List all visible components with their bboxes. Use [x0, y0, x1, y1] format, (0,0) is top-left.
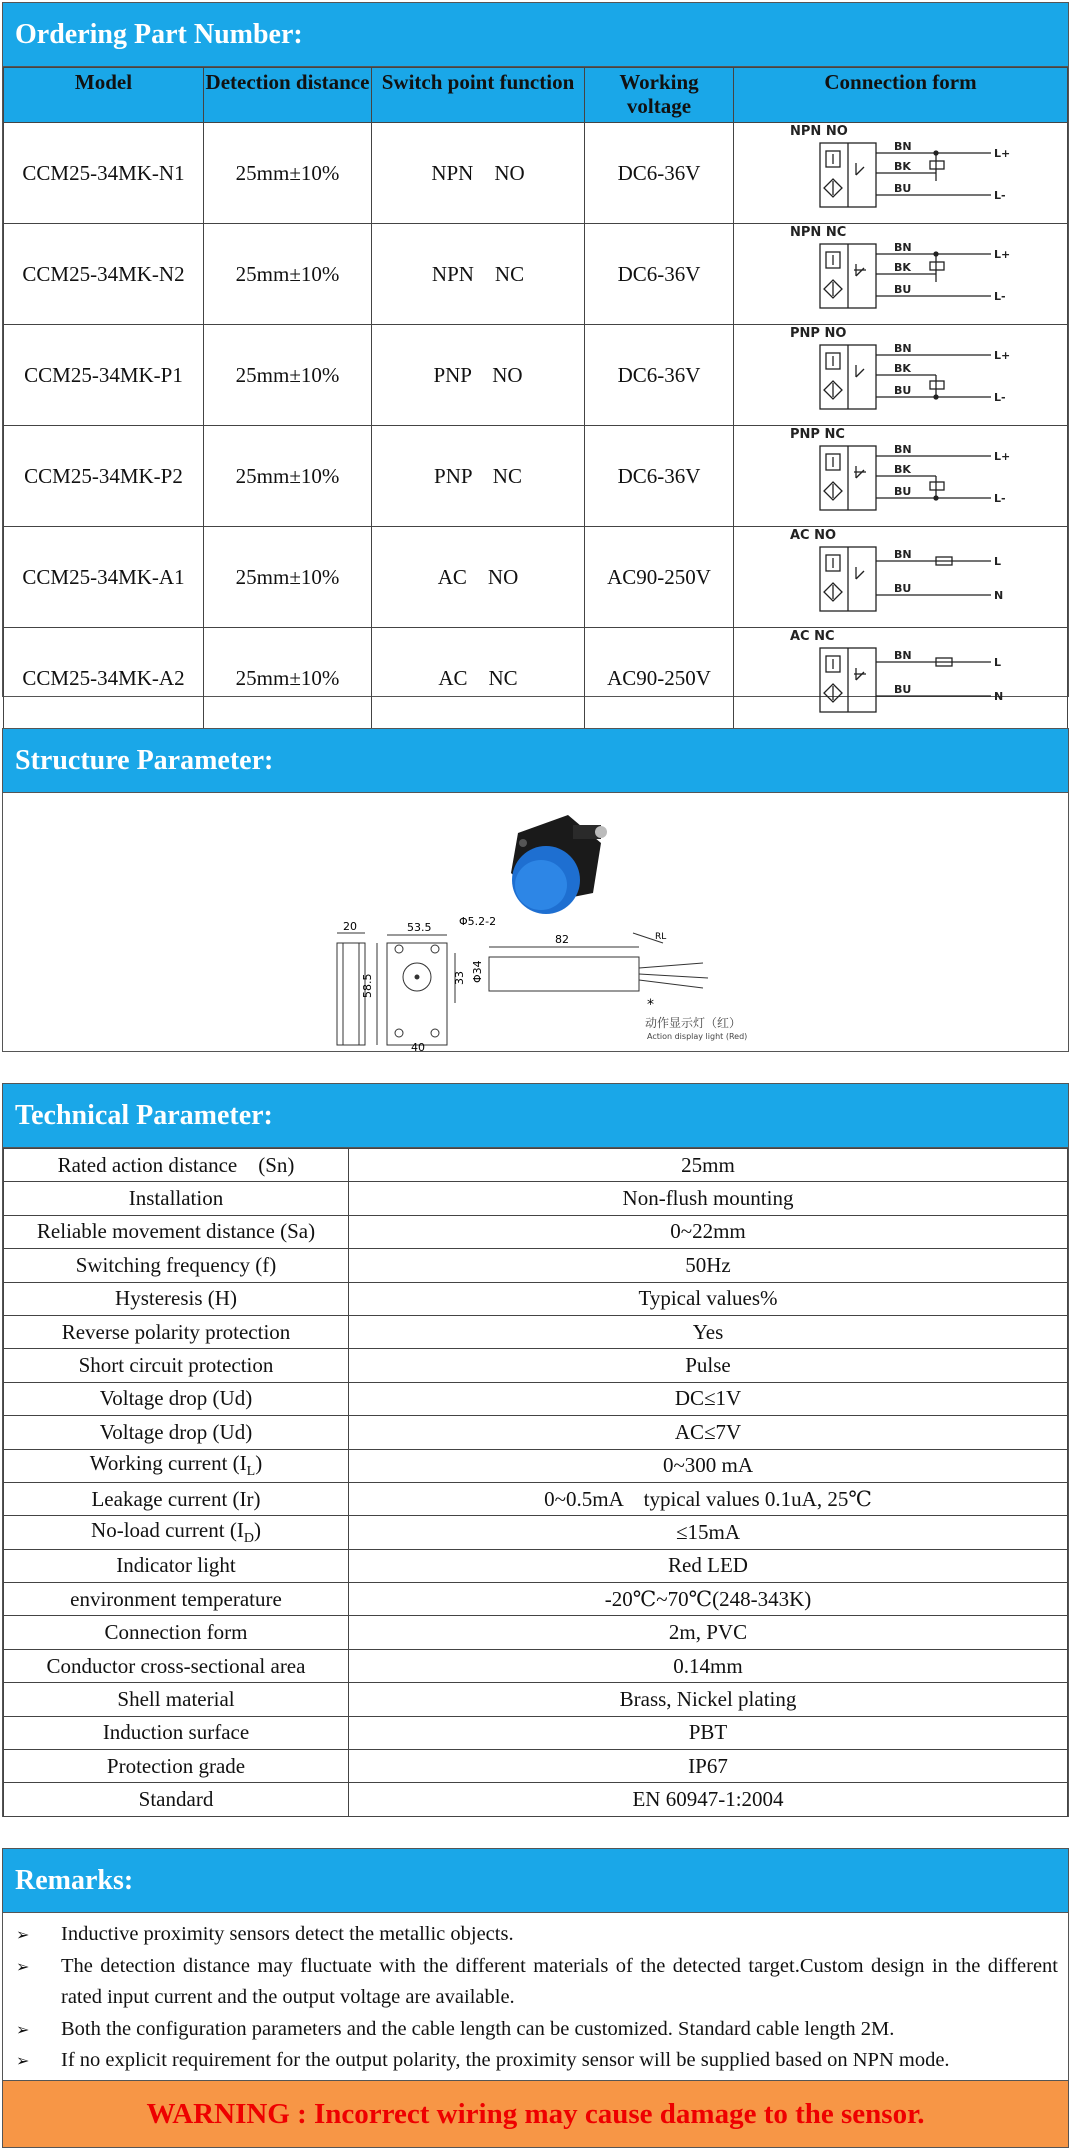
tech-value: PBT	[349, 1716, 1068, 1749]
dim-40: 40	[411, 1041, 425, 1051]
diagram-type-label: PNP NO	[789, 326, 846, 341]
function-cell: NPN NC	[372, 224, 585, 325]
wiring-diagram-svg	[786, 123, 1016, 217]
model-cell: CCM25-34MK-A2	[4, 628, 204, 729]
header-connection-form: Connection form	[734, 68, 1068, 123]
header-switch-function: Switch point function	[372, 68, 585, 123]
remark-text: If no explicit requirement for the output polarity, the proximity sensor will be supplied based on NPN mode.	[61, 2049, 950, 2071]
function-cell: NPN NO	[372, 123, 585, 224]
voltage-cell: AC90-250V	[585, 527, 734, 628]
wire-label-bn: BN	[893, 342, 912, 355]
voltage-cell: DC6-36V	[585, 123, 734, 224]
wiring-diagram-svg	[786, 224, 1016, 318]
remarks-section	[2, 1848, 1069, 2148]
tech-row	[4, 1349, 1068, 1382]
structure-section	[2, 728, 1069, 1052]
tech-label: Reverse polarity protection	[61, 1319, 291, 1344]
wire-label-l: L	[993, 555, 1001, 568]
ordering-row	[4, 426, 1068, 527]
tech-value: -20℃~70℃(248-343K)	[349, 1583, 1068, 1616]
action-light-label-en: Action display light (Red)	[647, 1032, 748, 1041]
tech-value: 0~22mm	[349, 1215, 1068, 1248]
tech-label-cell	[4, 1482, 349, 1515]
tech-label-suffix: )	[255, 1451, 263, 1476]
tech-label-cell	[4, 1349, 349, 1382]
tech-row	[4, 1182, 1068, 1215]
tech-row	[4, 1482, 1068, 1515]
tech-label-cell	[4, 1315, 349, 1348]
wire-label-bn: BN	[893, 649, 912, 662]
tech-label-cell	[4, 1215, 349, 1248]
connection-diagram-cell	[734, 628, 1068, 729]
tech-label: Installation	[128, 1186, 224, 1211]
diagram-type-label: AC NO	[789, 528, 836, 543]
ordering-row	[4, 224, 1068, 325]
tech-value: 0~0.5mA typical values 0.1uA, 25℃	[349, 1482, 1068, 1515]
tech-label-suffix: )	[253, 1517, 261, 1542]
connection-diagram-cell	[734, 426, 1068, 527]
wire-label-bn: BN	[893, 140, 912, 153]
function-cell: AC NC	[372, 628, 585, 729]
wiring-diagram-svg	[786, 426, 1016, 520]
wire-label-lplus: L+	[993, 450, 1010, 463]
connection-diagram-cell	[734, 325, 1068, 426]
wire-label-bn: BN	[893, 443, 912, 456]
header-model: Model	[4, 68, 204, 123]
header-detection-distance: Detection distance	[204, 68, 372, 123]
dim-diameter: Φ34	[471, 960, 484, 983]
tech-value: Brass, Nickel plating	[349, 1683, 1068, 1716]
wire-label-l: L	[993, 656, 1001, 669]
wire-label-lplus: L+	[993, 248, 1010, 261]
tech-value: Typical values%	[349, 1282, 1068, 1315]
tech-label: Connection form	[104, 1620, 248, 1645]
tech-value: EN 60947-1:2004	[349, 1783, 1068, 1816]
tech-label: Protection grade	[106, 1753, 246, 1778]
tech-label-cell	[4, 1783, 349, 1816]
wire-label-lplus: L+	[993, 349, 1010, 362]
tech-label: Standard	[138, 1787, 214, 1812]
wire-label-bk: BK	[893, 463, 911, 476]
remarks-list	[3, 1913, 1068, 2079]
wire-label-lminus: L-	[993, 391, 1006, 404]
tech-value: ≤15mA	[349, 1516, 1068, 1549]
wire-label-lplus: L+	[993, 147, 1010, 160]
dim-33: 33	[453, 971, 466, 985]
tech-row	[4, 1783, 1068, 1816]
model-cell: CCM25-34MK-A1	[4, 527, 204, 628]
wire-label-bu: BU	[893, 485, 911, 498]
tech-value: Yes	[349, 1315, 1068, 1348]
tech-row	[4, 1750, 1068, 1783]
front-view	[377, 935, 455, 1051]
tech-value: 25mm	[349, 1149, 1068, 1182]
ordering-row	[4, 628, 1068, 729]
wire-label-bk: BK	[893, 160, 911, 173]
wire-label-bu: BU	[893, 182, 911, 195]
dim-hole: Φ5.2-2	[459, 915, 497, 928]
tech-label-cell	[4, 1583, 349, 1616]
tech-value: AC≤7V	[349, 1416, 1068, 1449]
tech-label: Short circuit protection	[78, 1353, 274, 1378]
tech-label: Conductor cross-sectional area	[46, 1653, 306, 1678]
voltage-cell: DC6-36V	[585, 224, 734, 325]
remark-text: Both the configuration parameters and the cable length can be customized. Standard cable length 2M.	[61, 2017, 895, 2040]
bullet-arrow-icon: ➢	[16, 2019, 30, 2039]
distance-cell: 25mm±10%	[204, 123, 372, 224]
technical-table	[3, 1148, 1068, 1817]
asterisk: *	[647, 997, 654, 1013]
distance-cell: 25mm±10%	[204, 224, 372, 325]
action-light-label-cn: 动作显示灯（红）	[645, 1016, 742, 1030]
tech-row	[4, 1282, 1068, 1315]
wire-label-bn: BN	[893, 241, 912, 254]
wiring-diagram-svg	[786, 527, 1016, 621]
tech-row	[4, 1215, 1068, 1248]
connection-diagram-cell	[734, 123, 1068, 224]
wire-label-lminus: L-	[993, 492, 1006, 505]
wire-label-bu: BU	[893, 384, 911, 397]
dim-58-5: 58.5	[361, 973, 374, 998]
tech-label-cell	[4, 1149, 349, 1182]
wiring-diagram-svg	[786, 628, 1016, 722]
tech-label-cell	[4, 1182, 349, 1215]
tech-label: Hysteresis (H)	[115, 1286, 237, 1311]
tech-row	[4, 1416, 1068, 1449]
structure-drawing	[3, 793, 1068, 1051]
distance-cell: 25mm±10%	[204, 426, 372, 527]
ordering-row	[4, 325, 1068, 426]
tech-label-cell	[4, 1616, 349, 1649]
distance-cell: 25mm±10%	[204, 628, 372, 729]
voltage-cell: AC90-250V	[585, 628, 734, 729]
model-cell: CCM25-34MK-N2	[4, 224, 204, 325]
tech-label: Switching frequency (f)	[75, 1252, 277, 1277]
tech-label: Reliable movement distance (Sa)	[36, 1219, 316, 1244]
tech-row	[4, 1149, 1068, 1182]
tech-row	[4, 1382, 1068, 1415]
wire-label-bk: BK	[893, 362, 911, 375]
diagram-type-label: NPN NO	[789, 124, 848, 139]
bullet-arrow-icon: ➢	[16, 1956, 30, 1976]
tech-label: Working current (I	[89, 1451, 247, 1476]
ordering-row	[4, 527, 1068, 628]
remark-text: Inductive proximity sensors detect the metallic objects.	[61, 1923, 514, 1945]
tech-label-cell	[4, 1683, 349, 1716]
tech-label-cell	[4, 1649, 349, 1682]
ordering-row	[4, 123, 1068, 224]
warning-banner: WARNING : Incorrect wiring may cause damage to the sensor.	[3, 2080, 1068, 2147]
distance-cell: 25mm±10%	[204, 527, 372, 628]
wire-label-bn: BN	[893, 548, 912, 561]
structure-title: Structure Parameter:	[3, 729, 1068, 793]
tech-row	[4, 1449, 1068, 1482]
tech-value: Pulse	[349, 1349, 1068, 1382]
tech-label-subscript: D	[243, 1531, 254, 1547]
remarks-title: Remarks:	[3, 1849, 1068, 1913]
connection-diagram-cell	[734, 224, 1068, 325]
wire-label-lminus: L-	[993, 290, 1006, 303]
tech-value: DC≤1V	[349, 1382, 1068, 1415]
tech-label-cell	[4, 1716, 349, 1749]
wire-label-n: N	[993, 690, 1003, 703]
tech-value: 0~300 mA	[349, 1449, 1068, 1482]
tech-label: No-load current (I	[91, 1517, 244, 1542]
tech-label-subscript: L	[246, 1464, 256, 1480]
remark-item	[13, 2045, 1058, 2077]
tech-label-cell	[4, 1416, 349, 1449]
tech-label: Shell material	[117, 1686, 235, 1711]
tech-value: Red LED	[349, 1549, 1068, 1582]
wire-label-n: N	[993, 589, 1003, 602]
diagram-type-label: PNP NC	[789, 427, 845, 442]
wire-label-bu: BU	[893, 683, 911, 696]
ordering-title: Ordering Part Number:	[3, 3, 1068, 67]
tech-row	[4, 1716, 1068, 1749]
function-cell: AC NO	[372, 527, 585, 628]
tech-value: Non-flush mounting	[349, 1182, 1068, 1215]
model-cell: CCM25-34MK-P1	[4, 325, 204, 426]
tech-row	[4, 1516, 1068, 1549]
function-cell: PNP NO	[372, 325, 585, 426]
model-cell: CCM25-34MK-P2	[4, 426, 204, 527]
tech-label: Voltage drop (Ud)	[99, 1419, 253, 1444]
tech-label: environment temperature	[70, 1586, 282, 1611]
dim-53-5: 53.5	[407, 921, 432, 934]
tech-value: 50Hz	[349, 1249, 1068, 1282]
tech-label-cell	[4, 1750, 349, 1783]
length-view	[489, 933, 708, 991]
model-cell: CCM25-34MK-N1	[4, 123, 204, 224]
wire-label-bk: BK	[893, 261, 911, 274]
tech-row	[4, 1583, 1068, 1616]
wire-label-bu: BU	[893, 283, 911, 296]
bullet-arrow-icon: ➢	[16, 1925, 30, 1944]
tech-label: Indicator light	[116, 1553, 236, 1578]
tech-row	[4, 1649, 1068, 1682]
technical-title: Technical Parameter:	[3, 1084, 1068, 1148]
tech-value: 2m, PVC	[349, 1616, 1068, 1649]
technical-section	[2, 1083, 1069, 1817]
tech-row	[4, 1616, 1068, 1649]
tech-label-cell	[4, 1516, 349, 1549]
function-cell: PNP NC	[372, 426, 585, 527]
dim-20: 20	[343, 920, 357, 933]
bullet-arrow-icon: ➢	[16, 2051, 30, 2070]
wire-label-lminus: L-	[993, 189, 1006, 202]
wire-label-bu: BU	[893, 582, 911, 595]
tech-row	[4, 1549, 1068, 1582]
tech-label-cell	[4, 1549, 349, 1582]
tech-label: Induction surface	[102, 1720, 250, 1745]
connection-diagram-cell	[734, 527, 1068, 628]
dim-82: 82	[555, 933, 569, 946]
diagram-type-label: AC NC	[789, 629, 835, 644]
distance-cell: 25mm±10%	[204, 325, 372, 426]
tech-label: Voltage drop (Ud)	[99, 1386, 253, 1411]
tech-label: Leakage current (Ir)	[91, 1486, 261, 1511]
tech-row	[4, 1249, 1068, 1282]
tech-label-cell	[4, 1449, 349, 1482]
wiring-diagram-svg	[786, 325, 1016, 419]
tech-row	[4, 1683, 1068, 1716]
sensor-photo	[511, 815, 607, 914]
tech-label-cell	[4, 1282, 349, 1315]
ordering-section	[2, 2, 1069, 703]
remark-item	[13, 2014, 1058, 2046]
dim-rl: RL	[655, 932, 667, 942]
remark-item	[13, 1919, 1058, 1951]
ordering-header-row	[4, 68, 1068, 123]
tech-value: 0.14mm	[349, 1649, 1068, 1682]
remark-text: The detection distance may fluctuate with the different materials of the detected target.Custom design in the different rated input current and the output voltage are available.	[61, 1954, 1058, 2008]
voltage-cell: DC6-36V	[585, 426, 734, 527]
tech-row	[4, 1315, 1068, 1348]
tech-label: Rated action distance (Sn)	[57, 1152, 295, 1177]
header-working-voltage: Working voltage	[585, 68, 734, 123]
tech-value: IP67	[349, 1750, 1068, 1783]
tech-label-cell	[4, 1382, 349, 1415]
voltage-cell: DC6-36V	[585, 325, 734, 426]
ordering-table	[3, 67, 1068, 729]
diagram-type-label: NPN NC	[789, 225, 846, 240]
tech-label-cell	[4, 1249, 349, 1282]
remark-item	[13, 1951, 1058, 2014]
